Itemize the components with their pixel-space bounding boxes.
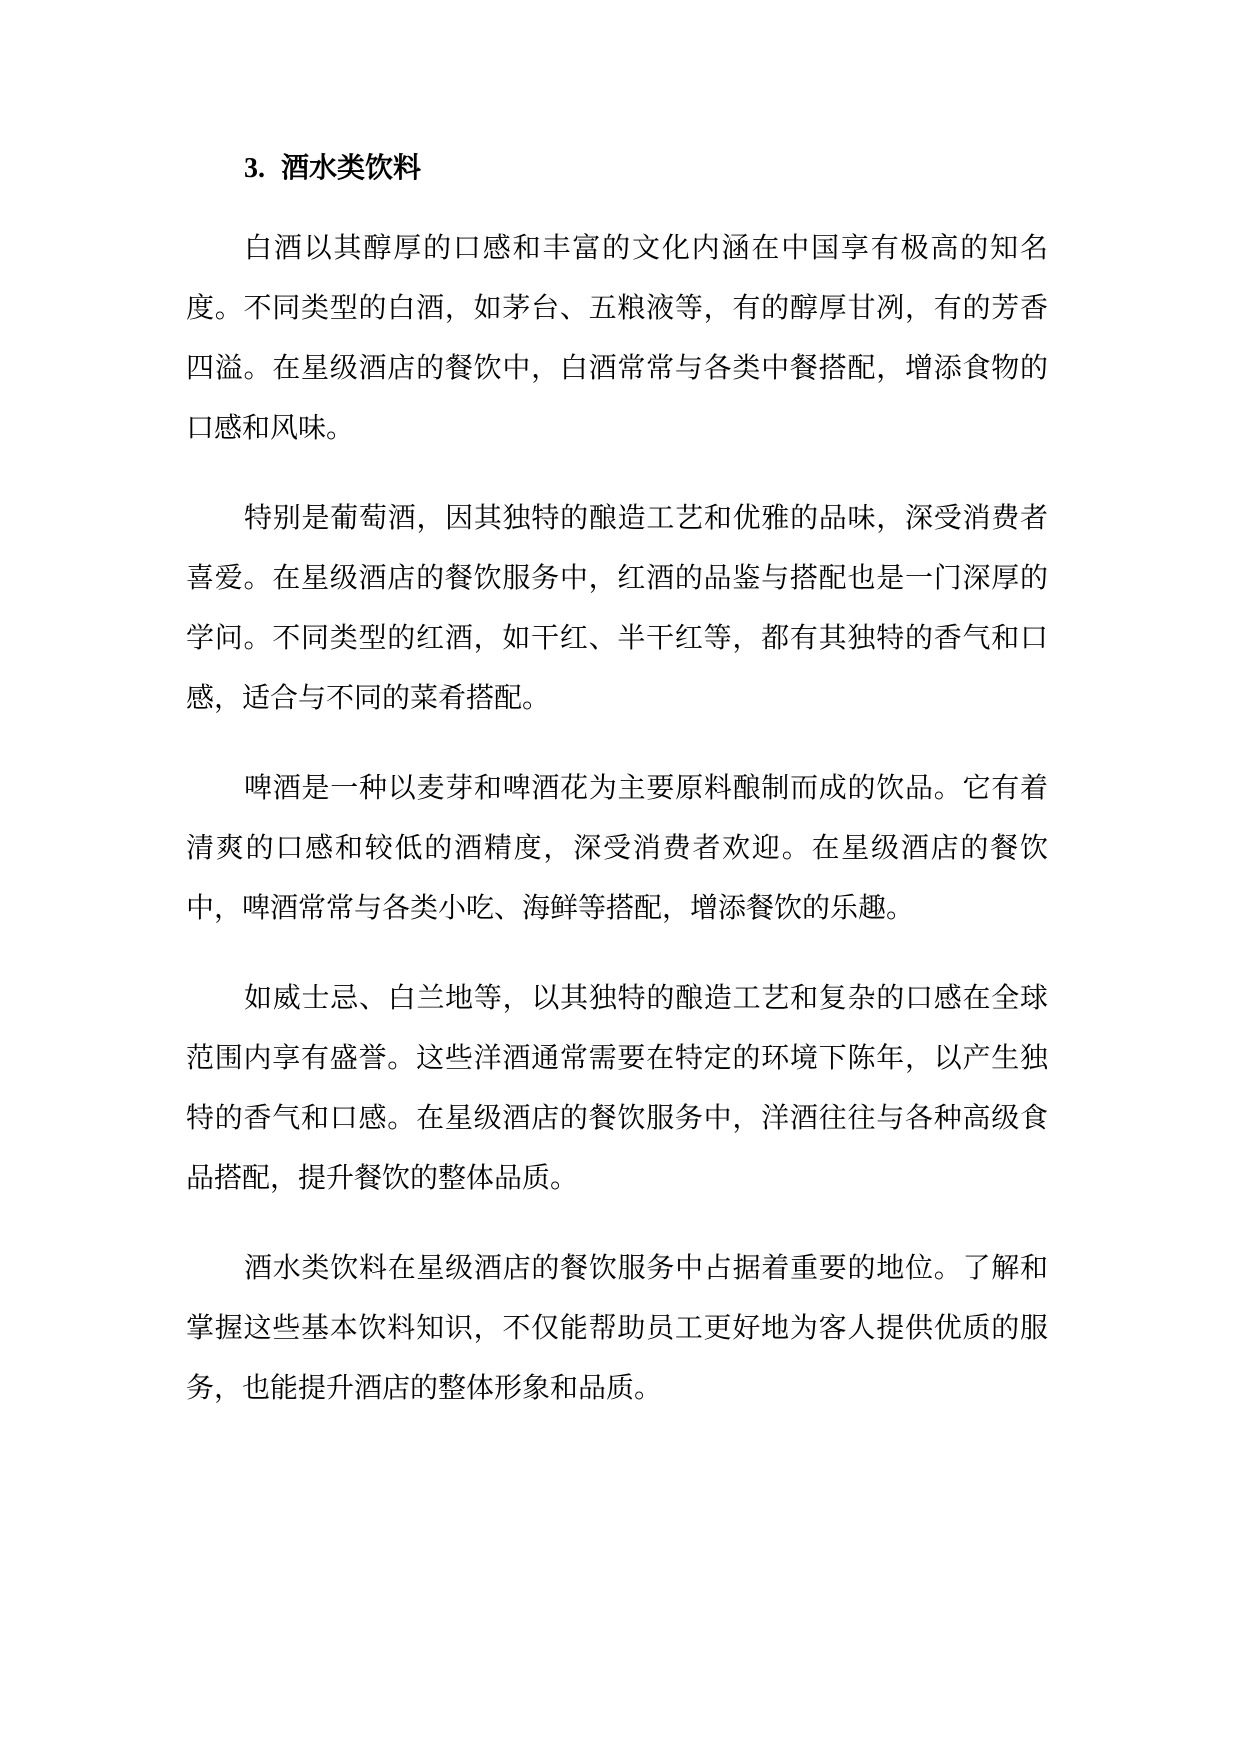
section-heading [244, 148, 421, 189]
paragraph-spirits: 如威士忌、白兰地等，以其独特的酿造工艺和复杂的口感在全球范围内享有盛誉。这些洋酒通常需要在特定的环境下陈年，以产生独特的香气和口感。在星级酒店的餐饮服务中，洋酒往往与各种高级食品搭配，提升餐饮的整体品质。 [186, 981, 1048, 1194]
section-title: 酒水类饮料 [281, 151, 422, 184]
section-number: 3. [244, 153, 265, 184]
paragraph-beer: 啤酒是一种以麦芽和啤酒花为主要原料酿制而成的饮品。它有着清爽的口感和较低的酒精度，深受消费者欢迎。在星级酒店的餐饮中，啤酒常常与各类小吃、海鲜等搭配，增添餐饮的乐趣。 [186, 771, 1048, 924]
paragraph-baijiu: 白酒以其醇厚的口感和丰富的文化内涵在中国享有极高的知名度。不同类型的白酒，如茅台、五粮液等，有的醇厚甘冽，有的芳香四溢。在星级酒店的餐饮中，白酒常常与各类中餐搭配，增添食物的口感和风味。 [186, 231, 1048, 444]
paragraph-summary: 酒水类饮料在星级酒店的餐饮服务中占据着重要的地位。了解和掌握这些基本饮料知识，不仅能帮助员工更好地为客人提供优质的服务，也能提升酒店的整体形象和品质。 [186, 1251, 1048, 1404]
paragraph-wine: 特别是葡萄酒，因其独特的酿造工艺和优雅的品味，深受消费者喜爱。在星级酒店的餐饮服务中，红酒的品鉴与搭配也是一门深厚的学问。不同类型的红酒，如干红、半干红等，都有其独特的香气和口感，适合与不同的菜肴搭配。 [186, 501, 1048, 714]
body-text [186, 218, 1048, 1448]
